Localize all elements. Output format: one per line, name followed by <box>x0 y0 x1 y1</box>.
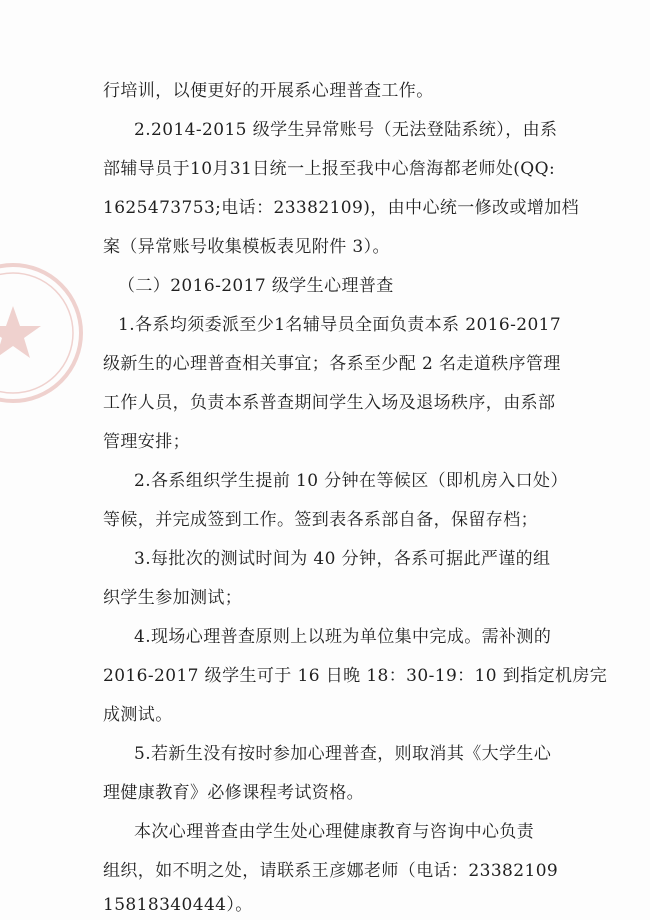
paragraph-line: 2016-2017 级学生可于 16 日晚 18：30-19：10 到指定机房完 <box>103 666 608 686</box>
paragraph-line: 等候，并完成签到工作。签到表各系部自备，保留存档； <box>103 510 538 530</box>
section-heading: （二）2016-2017 级学生心理普查 <box>118 276 394 296</box>
paragraph-line: 部辅导员于10月31日统一上报至我中心詹海都老师处(QQ: <box>103 159 556 179</box>
paragraph-line: 案（异常账号收集模板表见附件 3）。 <box>103 237 390 257</box>
paragraph-line: 工作人员，负责本系普查期间学生入场及退场秩序，由系部 <box>103 393 556 413</box>
paragraph-line: 级新生的心理普查相关事宜；各系至少配 2 名走道秩序管理 <box>103 354 561 374</box>
paragraph-line: 本次心理普查由学生处心理健康教育与咨询中心负责 <box>134 822 535 842</box>
paragraph-line: 5.若新生没有按时参加心理普查，则取消其《大学生心 <box>134 744 552 764</box>
paragraph-line: 织学生参加测试； <box>103 588 243 608</box>
paragraph-line: 3.每批次的测试时间为 40 分钟，各系可据此严谨的组 <box>134 549 551 569</box>
seal-stamp <box>0 258 88 408</box>
paragraph-line: 15818340444）。 <box>103 895 253 915</box>
paragraph-line: 成测试。 <box>103 705 173 725</box>
paragraph-line: 4.现场心理普查原则上以班为单位集中完成。需补测的 <box>134 627 552 647</box>
paragraph-line: 行培训，以便更好的开展系心理普查工作。 <box>103 81 434 101</box>
paragraph-line: 1625473753;电话：23382109)，由中心统一修改或增加档 <box>103 198 580 218</box>
paragraph-line: 组织，如不明之处，请联系王彦娜老师（电话：23382109 <box>103 861 559 881</box>
paragraph-line: 1.各系均须委派至少1名辅导员全面负责本系 2016-2017 <box>118 315 562 335</box>
paragraph-line: 2.各系组织学生提前 10 分钟在等候区（即机房入口处） <box>134 471 568 491</box>
paragraph-line: 管理安排； <box>103 432 190 452</box>
paragraph-line: 2.2014-2015 级学生异常账号（无法登陆系统），由系 <box>134 120 558 140</box>
paragraph-line: 理健康教育》必修课程考试资格。 <box>103 783 364 803</box>
